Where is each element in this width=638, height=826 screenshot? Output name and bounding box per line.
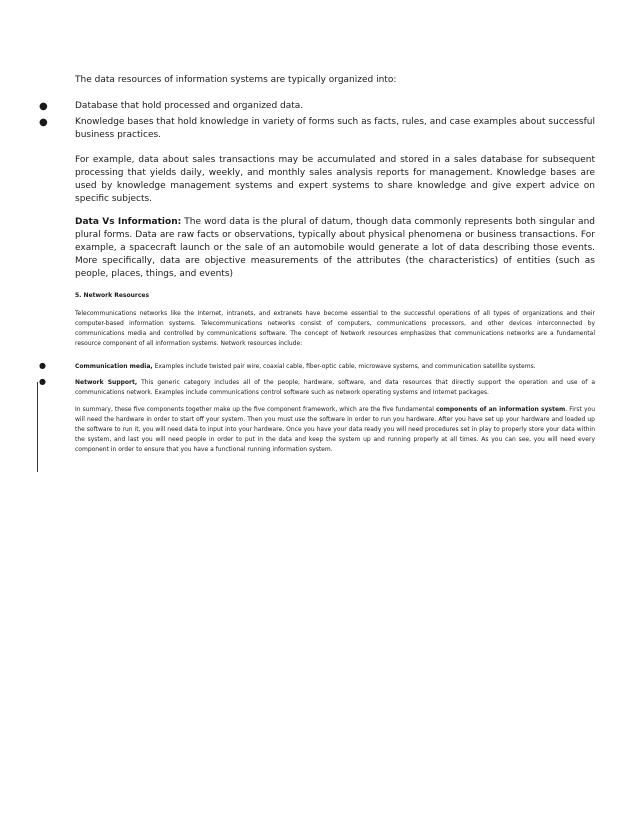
list-item [0,362,595,372]
network-resources-list [0,362,638,404]
list-item-text: This generic category includes all of the people, hardware, software, and data resources that directly support the operation and use of a communications network. Examples include communications control software such as network operating systems and Internet packages. [75,379,595,396]
list-item-text: Database that hold processed and organized data. [75,101,304,111]
section-heading: 5. Network Resources [75,292,150,299]
bullet-icon: ● [39,117,48,128]
summary-paragraph [75,405,595,455]
intro-text: The data resources of information systems are typically organized into: [75,75,397,85]
list-item [0,378,595,398]
data-vs-information-heading: Data Vs Information: [75,217,182,227]
network-paragraph: Telecommunications networks like the Internet, intranets, and extranets have become essential to the successful operations of all types of organizations and their computer-based information systems. Telecommunications networks consist of computers, communications processors, and other devices interconnected by communications media and controlled by communications software. The concept of Network resources emphasizes that communications networks are a fundamental resource component of all information systems. Network resources include: [75,310,595,347]
data-vs-information-text: The word data is the plural of datum, though data commonly represents both singular and plural forms. Data are raw facts or observations, typically about physical phenomena or business transactions. For example, a spacecraft launch or the sale of an automobile would generate a lot of data describing those events. More specifically, data are objective measurements of the attributes (the characteristics) of entities (such as people, places, things, and events) [75,217,595,279]
example-paragraph: For example, data about sales transactions may be accumulated and stored in a sales database for subsequent processing that yields daily, weekly, and monthly sales analysis reports for management. Knowledge bases are used by knowledge management systems and expert systems to share knowledge and give expert advice on specific subjects. [75,155,595,204]
bullet-icon: ● [39,377,46,386]
data-resources-list [0,100,638,145]
summary-lead: In summary, these five components together make up the five component framework, which are the five fundamental [75,406,434,413]
list-item-term: Communication media, [75,363,153,370]
list-item-term: Network Support, [75,379,138,386]
bullet-icon: ● [39,361,46,370]
list-item [0,116,595,142]
summary-rest: . First you will need the hardware in order to start off your system. Then you must use the software in order to run you hardware. After you have set up your hardware and loaded up the software to run it, you will need data to input into your hardware. Once you have your data ready you will need procedures set in play to properly store your data within the system, and last you will need people in order to put in the data and keep the system up and running properly at all times. As you can see, you will need every component in order to ensure that you have a functional running information system. [75,406,595,453]
list-item-text: Examples include twisted pair wire, coaxial cable, fiber-optic cable, microwave systems, and communication satellite systems. [154,363,536,370]
data-vs-information-paragraph [75,216,595,281]
list-item-text: Knowledge bases that hold knowledge in variety of forms such as facts, rules, and case examples about successful business practices. [75,117,595,140]
margin-line [37,382,38,472]
list-item [0,100,595,113]
summary-bold: components of an information system [435,406,566,413]
bullet-icon: ● [39,101,48,112]
